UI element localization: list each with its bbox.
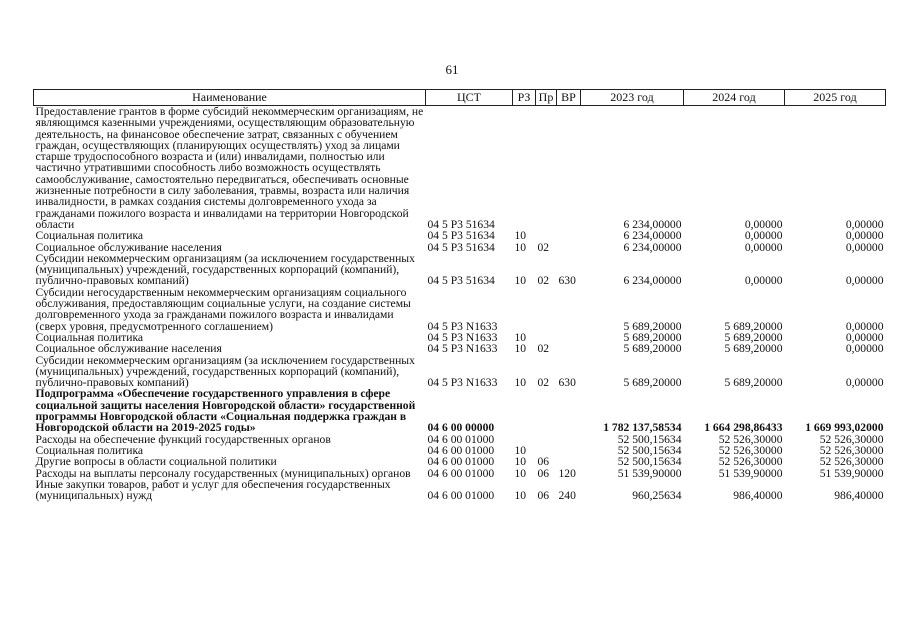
cell-cst: 04 6 00 01000 xyxy=(427,443,495,457)
table-row xyxy=(34,456,886,467)
cell-2024: 0,00000 xyxy=(744,274,783,288)
cell-pr xyxy=(536,230,557,241)
cell-name: Социальное обслуживание населения xyxy=(35,240,222,254)
cell-2025: 52 526,30000 xyxy=(819,443,884,457)
header-2023: 2023 год xyxy=(581,90,684,106)
table-row xyxy=(34,230,886,241)
cell-rz: 10 xyxy=(514,274,527,288)
table-row xyxy=(34,106,886,231)
cell-2023: 5 689,20000 xyxy=(623,342,682,356)
header-cst: ЦСТ xyxy=(426,90,513,106)
table-row xyxy=(34,343,886,354)
cell-pr: 06 xyxy=(537,466,550,480)
cell-cst: 04 5 Р3 51634 xyxy=(427,274,495,288)
cell-2025: 52 526,30000 xyxy=(819,432,884,446)
cell-cst: 04 5 Р3 N1633 xyxy=(427,330,498,344)
cell-name: Подпрограмма «Обеспечение государственного управления в сфере социальной защиты населения Новгородской области» государственной программы Новгородской области «Социальная поддержка граждан в Новгородской области на 2019-2025 годы» xyxy=(35,387,416,435)
table-row xyxy=(34,388,886,433)
cell-vr xyxy=(557,287,581,332)
cell-2023: 960,25634 xyxy=(632,489,682,503)
table-row xyxy=(34,479,886,502)
cell-2025: 0,00000 xyxy=(845,217,884,231)
cell-vr xyxy=(557,456,581,467)
budget-table xyxy=(33,89,886,501)
cell-name: Социальная политика xyxy=(35,330,144,344)
cell-2024: 52 526,30000 xyxy=(718,455,783,469)
cell-2024: 0,00000 xyxy=(744,240,783,254)
cell-rz: 10 xyxy=(514,376,527,390)
cell-cst: 04 5 Р3 N1633 xyxy=(427,376,498,390)
cell-2023: 6 234,00000 xyxy=(623,240,682,254)
header-pr: Пр xyxy=(536,90,557,106)
cell-name: Социальная политика xyxy=(35,443,144,457)
cell-cst: 04 5 Р3 51634 xyxy=(427,217,495,231)
cell-2023: 51 539,90000 xyxy=(617,466,682,480)
cell-2024: 5 689,20000 xyxy=(724,330,783,344)
cell-cst: 04 5 Р3 N1633 xyxy=(427,342,498,356)
cell-vr xyxy=(557,445,581,456)
cell-pr xyxy=(536,106,557,231)
cell-rz xyxy=(513,287,536,332)
cell-pr: 02 xyxy=(537,274,550,288)
table-header-row xyxy=(34,90,886,106)
cell-2025: 0,00000 xyxy=(845,229,884,243)
cell-pr xyxy=(536,434,557,445)
cell-cst: 04 6 00 01000 xyxy=(427,432,495,446)
cell-2025: 0,00000 xyxy=(845,330,884,344)
cell-2025: 51 539,90000 xyxy=(819,466,884,480)
cell-name: Субсидии негосударственным некоммерческим организациям социального обслуживания, предоставляющим социальные услуги, на создание системы долговременного ухода за гражданами пожилого возраста и инвалидами (сверх уровня, предусмотренного соглашением) xyxy=(35,285,411,333)
cell-2025: 52 526,30000 xyxy=(819,455,884,469)
cell-rz xyxy=(513,106,536,231)
table-body xyxy=(34,106,886,502)
cell-cst: 04 6 00 01000 xyxy=(427,455,495,469)
cell-2024: 5 689,20000 xyxy=(724,319,783,333)
cell-2024: 986,40000 xyxy=(733,489,783,503)
page-number: 61 xyxy=(445,62,459,77)
cell-rz: 10 xyxy=(514,466,527,480)
header-vr: ВР xyxy=(557,90,581,106)
cell-2025: 0,00000 xyxy=(845,342,884,356)
cell-cst: 04 5 Р3 51634 xyxy=(427,229,495,243)
cell-2023: 5 689,20000 xyxy=(623,376,682,390)
cell-pr xyxy=(536,388,557,433)
cell-pr: 02 xyxy=(537,342,550,356)
table-row xyxy=(34,355,886,389)
cell-2023: 1 782 137,58534 xyxy=(603,421,682,435)
cell-name: Субсидии некоммерческим организациям (за исключением государственных (муниципальных) учреждений, государственных корпораций (компаний), публично-правовых компаний) xyxy=(35,353,415,390)
cell-name: Иные закупки товаров, работ и услуг для обеспечения государственных (муниципальных) нужд xyxy=(35,477,391,503)
cell-cst: 04 5 Р3 N1633 xyxy=(427,319,498,333)
cell-pr xyxy=(536,287,557,332)
cell-vr xyxy=(557,242,581,253)
cell-rz: 10 xyxy=(514,330,527,344)
cell-2024: 0,00000 xyxy=(744,229,783,243)
cell-2023: 52 500,15634 xyxy=(617,432,682,446)
table-row xyxy=(34,287,886,332)
cell-rz: 10 xyxy=(514,240,527,254)
cell-rz: 10 xyxy=(514,455,527,469)
cell-name: Предоставление грантов в форме субсидий некоммерческим организациям, не являющимся казенными учреждениями, осуществляющим образовательную деятельность, на финансовое обеспечение затрат, связанных с обучением граждан, осуществляющих (планирующих осуществлять) уход за лицами старше трудоспособного возраста и (или) инвалидами, полностью или частично утратившими способность либо возможность осуществлять самообслуживание, самостоятельно передвигаться, обеспечивать основные жизненные потребности в силу заболевания, травмы, возраста или наличия инвалидности, в рамках создания системы долговременного ухода за гражданами пожилого возраста и инвалидами на территории Новгородской области xyxy=(35,105,424,231)
cell-cst: 04 6 00 01000 xyxy=(427,489,495,503)
cell-cst: 04 6 00 00000 xyxy=(427,421,495,435)
cell-2024: 52 526,30000 xyxy=(718,432,783,446)
table-row xyxy=(34,253,886,287)
cell-vr xyxy=(557,230,581,241)
cell-2023: 52 500,15634 xyxy=(617,443,682,457)
cell-name: Расходы на обеспечение функций государственных органов xyxy=(35,432,331,446)
cell-vr xyxy=(557,434,581,445)
cell-rz xyxy=(513,388,536,433)
cell-vr: 240 xyxy=(558,489,576,503)
cell-2024: 52 526,30000 xyxy=(718,443,783,457)
cell-2023: 5 689,20000 xyxy=(623,319,682,333)
cell-vr xyxy=(557,106,581,231)
cell-2024: 1 664 298,86433 xyxy=(704,421,783,435)
cell-vr: 630 xyxy=(558,274,576,288)
cell-2023: 6 234,00000 xyxy=(623,229,682,243)
cell-2023: 5 689,20000 xyxy=(623,330,682,344)
header-name: Наименование xyxy=(34,90,426,106)
cell-rz: 10 xyxy=(514,342,527,356)
header-rz: РЗ xyxy=(513,90,536,106)
cell-2023: 6 234,00000 xyxy=(623,274,682,288)
cell-2025: 0,00000 xyxy=(845,319,884,333)
header-2024: 2024 год xyxy=(684,90,785,106)
cell-2025: 986,40000 xyxy=(834,489,884,503)
header-2025: 2025 год xyxy=(785,90,886,106)
cell-pr: 02 xyxy=(537,376,550,390)
cell-name: Расходы на выплаты персоналу государственных (муниципальных) органов xyxy=(35,466,411,480)
cell-name: Социальная политика xyxy=(35,229,144,243)
cell-vr xyxy=(557,332,581,343)
cell-vr xyxy=(557,388,581,433)
cell-pr: 06 xyxy=(537,489,550,503)
cell-2024: 0,00000 xyxy=(744,217,783,231)
cell-rz: 10 xyxy=(514,229,527,243)
cell-2025: 0,00000 xyxy=(845,376,884,390)
cell-2023: 52 500,15634 xyxy=(617,455,682,469)
cell-2023: 6 234,00000 xyxy=(623,217,682,231)
cell-pr: 02 xyxy=(537,240,550,254)
cell-2025: 0,00000 xyxy=(845,240,884,254)
cell-name: Субсидии некоммерческим организациям (за исключением государственных (муниципальных) учреждений, государственных корпораций (компаний), публично-правовых компаний) xyxy=(35,251,415,288)
cell-2024: 5 689,20000 xyxy=(724,342,783,356)
cell-vr: 630 xyxy=(558,376,576,390)
cell-2025: 0,00000 xyxy=(845,274,884,288)
cell-name: Социальное обслуживание населения xyxy=(35,342,222,356)
cell-rz: 10 xyxy=(514,489,527,503)
cell-pr: 06 xyxy=(537,455,550,469)
cell-cst: 04 6 00 01000 xyxy=(427,466,495,480)
cell-rz: 10 xyxy=(514,443,527,457)
cell-name: Другие вопросы в области социальной политики xyxy=(35,455,277,469)
cell-2024: 51 539,90000 xyxy=(718,466,783,480)
cell-cst: 04 5 Р3 51634 xyxy=(427,240,495,254)
cell-2025: 1 669 993,02000 xyxy=(805,421,884,435)
cell-vr: 120 xyxy=(558,466,576,480)
cell-2024: 5 689,20000 xyxy=(724,376,783,390)
cell-vr xyxy=(557,343,581,354)
